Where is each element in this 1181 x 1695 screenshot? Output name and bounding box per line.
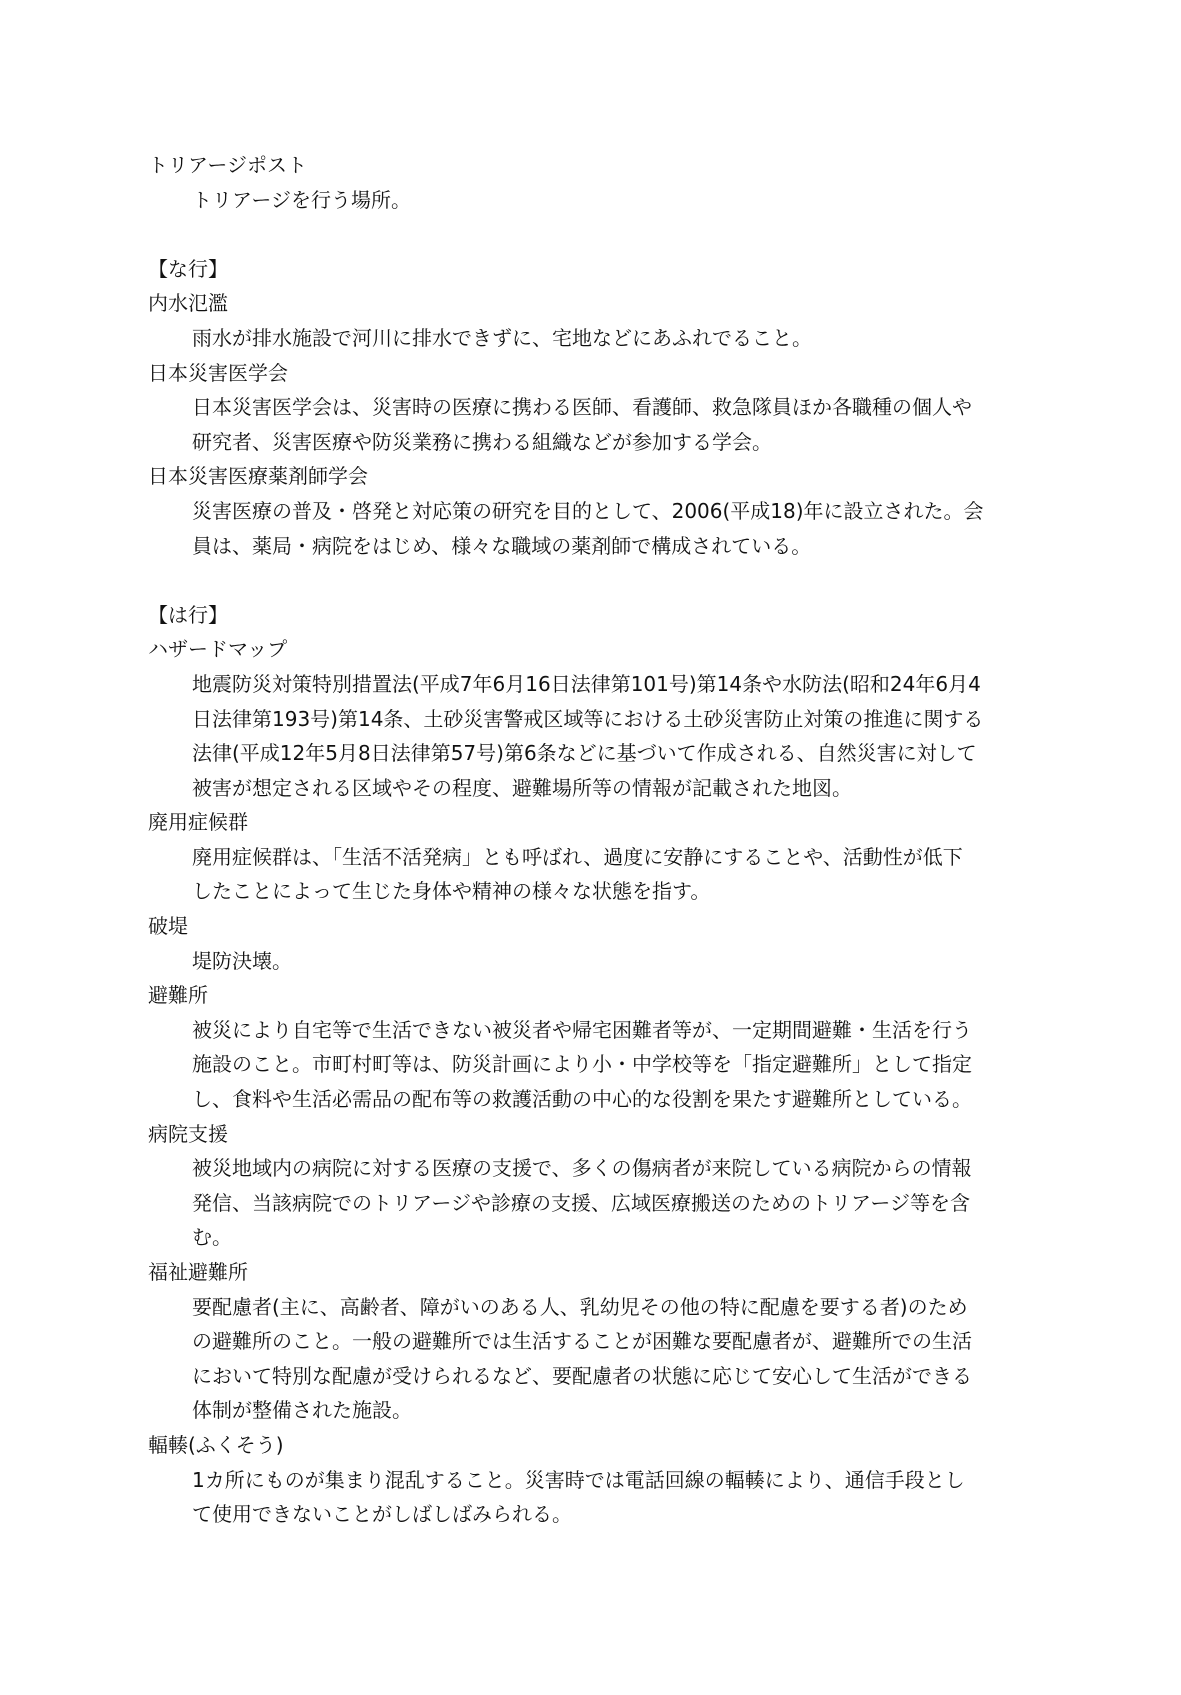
glossary-definition-line: 日法律第193号)第14条、土砂災害警戒区域等における土砂災害防止対策の推進に関する — [192, 706, 984, 731]
glossary-definition-line: 1カ所にものが集まり混乱すること。災害時では電話回線の輻輳により、通信手段とし — [192, 1467, 965, 1492]
glossary-definition-line: したことによって生じた身体や精神の様々な状態を指す。 — [192, 879, 711, 904]
glossary-term: ハザードマップ — [148, 637, 288, 662]
glossary-definition-line: 地震防災対策特別措置法(平成7年6月16日法律第101号)第14条や水防法(昭和24年6月4 — [192, 671, 981, 696]
glossary-term: 避難所 — [148, 983, 208, 1008]
glossary-definition-line: し、食料や生活必需品の配布等の救護活動の中心的な役割を果たす避難所としている。 — [192, 1087, 972, 1112]
glossary-definition-line: 員は、薬局・病院をはじめ、様々な職域の薬剤師で構成されている。 — [192, 533, 812, 558]
blank-line — [148, 217, 1038, 252]
glossary-definition-line: 日本災害医学会は、災害時の医療に携わる医師、看護師、救急隊員ほか各職種の個人や — [192, 395, 972, 420]
glossary-definition-line: 堤防決壊。 — [192, 948, 292, 973]
glossary-definition-line: て使用できないことがしばしばみられる。 — [192, 1502, 572, 1527]
glossary-definition-line: 体制が整備された施設。 — [192, 1398, 412, 1423]
glossary-list — [148, 148, 1038, 1532]
glossary-term: トリアージポスト — [148, 153, 307, 177]
glossary-definition-line: トリアージを行う場所。 — [192, 187, 411, 212]
glossary-term: 廃用症候群 — [148, 810, 248, 835]
glossary-term: 日本災害医療薬剤師学会 — [148, 464, 368, 489]
glossary-definition-line: 被災により自宅等で生活できない被災者や帰宅困難者等が、一定期間避難・生活を行う — [192, 1017, 972, 1042]
section-heading: 【な行】 — [148, 256, 228, 281]
glossary-definition-line: 災害医療の普及・啓発と対応策の研究を目的として、2006(平成18)年に設立された。会 — [192, 498, 984, 523]
blank-line — [148, 563, 1038, 598]
glossary-term: 日本災害医学会 — [148, 360, 288, 385]
glossary-term: 病院支援 — [148, 1121, 228, 1146]
glossary-definition-line: 被災地域内の病院に対する医療の支援で、多くの傷病者が来院している病院からの情報 — [192, 1156, 972, 1181]
glossary-definition-line: 被害が想定される区域やその程度、避難場所等の情報が記載された地図。 — [192, 775, 852, 800]
glossary-definition-line: 廃用症候群は、「生活不活発病」とも呼ばれ、過度に安静にすることや、活動性が低下 — [192, 844, 963, 869]
glossary-term: 内水氾濫 — [148, 291, 228, 316]
glossary-definition-line: む。 — [192, 1225, 232, 1250]
glossary-definition-line: 研究者、災害医療や防災業務に携わる組織などが参加する学会。 — [192, 429, 772, 454]
glossary-term: 破堤 — [148, 914, 188, 939]
glossary-term: 福祉避難所 — [148, 1260, 248, 1284]
glossary-term: 輻輳(ふくそう) — [148, 1432, 284, 1457]
section-heading: 【は行】 — [148, 602, 228, 627]
glossary-definition-line: 雨水が排水施設で河川に排水できずに、宅地などにあふれでること。 — [192, 325, 812, 350]
glossary-definition-line: の避難所のこと。一般の避難所では生活することが困難な要配慮者が、避難所での生活 — [192, 1329, 972, 1354]
glossary-definition-line: 発信、当該病院でのトリアージや診療の支援、広域医療搬送のためのトリアージ等を含 — [192, 1190, 970, 1215]
glossary-definition-line: 法律(平成12年5月8日法律第57号)第6条などに基づいて作成される、自然災害に対して — [192, 741, 977, 766]
glossary-definition-line: 施設のこと。市町村町等は、防災計画により小・中学校等を「指定避難所」として指定 — [192, 1052, 972, 1077]
glossary-definition-line: において特別な配慮が受けられるなど、要配慮者の状態に応じて安心して生活ができる — [192, 1363, 972, 1388]
glossary-definition-line: 要配慮者(主に、高齢者、障がいのある人、乳幼児その他の特に配慮を要する者)のため — [192, 1294, 968, 1319]
